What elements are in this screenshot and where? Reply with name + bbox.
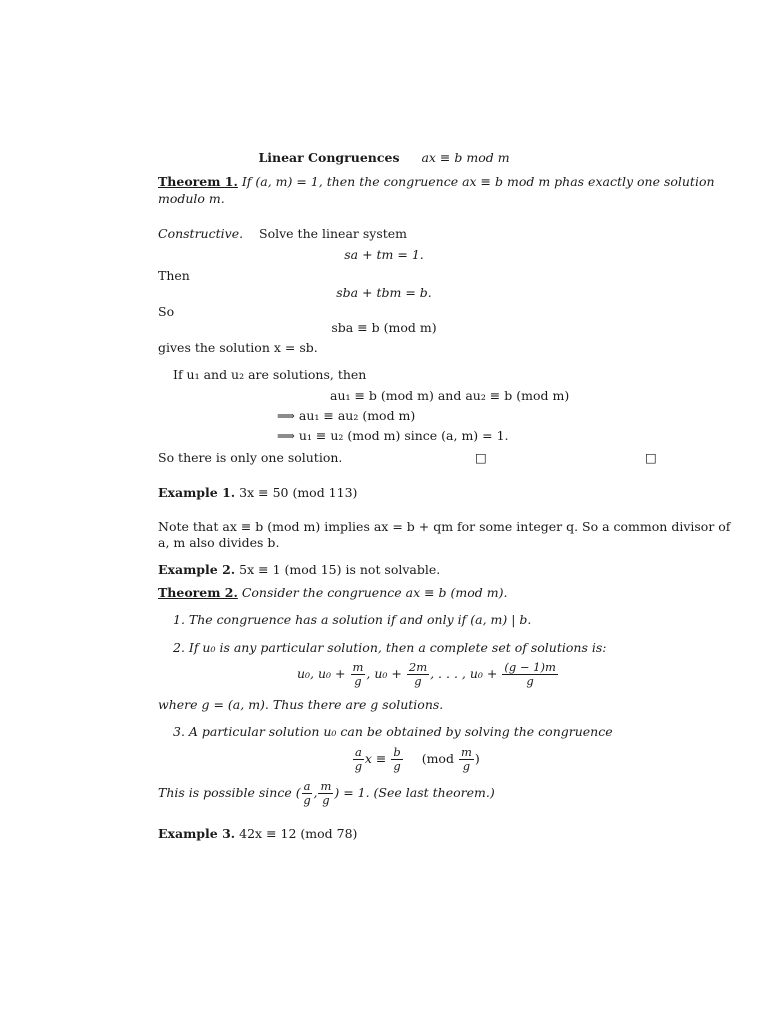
- fraction-a-over-g: $\frac{a}{g}$: [354, 745, 363, 773]
- theorem-2-label: Theorem 2.: [158, 585, 238, 600]
- reduced-congruence-formula: $\frac{a}{g}$ x ≡ $\frac{b}{g}$ (mod $\frac{m}{g}$ ): [354, 745, 480, 773]
- title-formula: ax ≡ b mod m: [421, 150, 510, 165]
- uniqueness-conclusion: So there is only one solution.: [158, 450, 343, 465]
- uniqueness-step-1: au₁ ≡ b (mod m) and au₂ ≡ b (mod m): [330, 388, 570, 403]
- uniqueness-step-3: ⟹ u₁ ≡ u₂ (mod m) since (a, m) = 1.: [277, 428, 509, 443]
- theorem-2-item-2: 2. If u₀ is any particular solution, then a complete set of solutions is:: [173, 640, 607, 655]
- fraction-2m-over-g: $\frac{2m}{g}$: [408, 660, 428, 688]
- uniqueness-step-2: ⟹ au₁ ≡ au₂ (mod m): [277, 408, 416, 423]
- fraction-a-over-g: $\frac{a}{g}$: [303, 779, 311, 807]
- theorem-2-item-3: 3. A particular solution u₀ can be obtained by solving the congruence: [173, 724, 613, 739]
- qed-square-icon: □: [645, 450, 657, 465]
- equation-2: sba + tbm = b.: [336, 285, 432, 300]
- fraction-b-over-g: $\frac{b}{g}$: [393, 745, 401, 773]
- theorem-1-label: Theorem 1.: [158, 174, 238, 189]
- example-3-label: Example 3.: [158, 826, 236, 841]
- proof-label: Constructive.: [158, 226, 244, 241]
- example-2-text: 5x ≡ 1 (mod 15) is not solvable.: [239, 562, 441, 577]
- theorem-1-text: If (a, m) = 1, then the congruence ax ≡ b mod m phas exactly one solution: [241, 174, 715, 189]
- set-mid: , u₀ +: [366, 666, 402, 681]
- set-dots: , . . . , u₀ +: [430, 666, 498, 681]
- example-3-text: 42x ≡ 12 (mod 78): [239, 826, 358, 841]
- possible-since-text: This is possible since ( $\frac{a}{g}$ , $\frac{m}{g}$ ) = 1. (See last theorem.): [158, 779, 495, 807]
- solution-set-formula: [297, 658, 559, 690]
- then-text: Then: [158, 268, 190, 283]
- note-line-1: Note that ax ≡ b (mod m) implies ax = b + qm for some integer q. So a common divisor of: [158, 519, 731, 534]
- note-line-2: a, m also divides b.: [158, 535, 280, 550]
- theorem-2-text: Consider the congruence ax ≡ b (mod m).: [241, 585, 508, 600]
- theorem-1: [158, 174, 715, 190]
- set-start: u₀, u₀ +: [297, 666, 346, 681]
- fraction-m-over-g: $\frac{m}{g}$: [460, 745, 472, 773]
- example-1-label: Example 1.: [158, 485, 236, 500]
- fraction-m-over-g: $\frac{m}{g}$: [320, 779, 332, 807]
- proof-lead: [158, 226, 407, 242]
- fraction-g-minus-1-m-over-g: $\frac{(g - 1)m}{g}$: [504, 660, 556, 688]
- example-2-label: Example 2.: [158, 562, 236, 577]
- title-text: Linear Congruences: [258, 150, 400, 165]
- gives-solution-text: gives the solution x = sb.: [158, 340, 318, 355]
- theorem-2: [158, 585, 507, 601]
- equation-1: sa + tm = 1.: [344, 247, 424, 262]
- theorem-2-item-1: 1. The congruence has a solution if and only if (a, m) | b.: [173, 612, 532, 627]
- example-1: [158, 485, 357, 501]
- page-title: [0, 150, 768, 166]
- proof-solve-text: Solve the linear system: [259, 226, 408, 241]
- example-2: [158, 562, 440, 578]
- qed-square-icon: □: [475, 450, 487, 465]
- uniqueness-intro: If u₁ and u₂ are solutions, then: [173, 367, 367, 382]
- example-3: [158, 826, 357, 842]
- example-1-text: 3x ≡ 50 (mod 113): [239, 485, 358, 500]
- where-text: where g = (a, m). Thus there are g solutions.: [158, 697, 444, 712]
- so-text: So: [158, 304, 175, 319]
- equation-3: sba ≡ b (mod m): [331, 320, 437, 335]
- fraction-m-over-g: $\frac{m}{g}$: [352, 660, 364, 688]
- theorem-1-line-2: modulo m.: [158, 191, 225, 206]
